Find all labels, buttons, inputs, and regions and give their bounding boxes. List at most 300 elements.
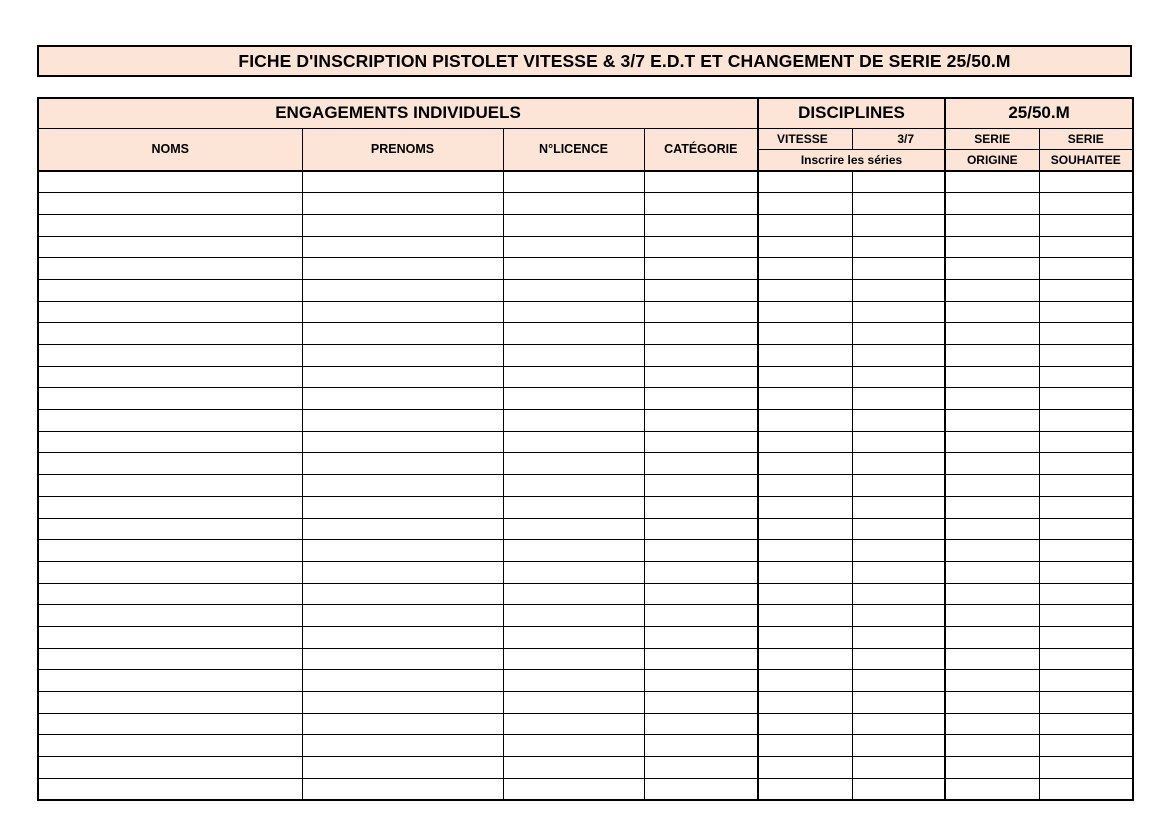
cell-categorie[interactable] [644, 757, 758, 779]
cell-licence[interactable] [503, 583, 644, 605]
cell-licence[interactable] [503, 605, 644, 627]
trois-sept-input[interactable] [853, 757, 945, 778]
nom-input[interactable] [39, 432, 302, 453]
cell-serie-origine[interactable] [945, 540, 1039, 562]
cell-serie-souhaitee[interactable] [1039, 735, 1133, 757]
trois-sept-input[interactable] [853, 410, 945, 431]
cell-nom[interactable] [38, 583, 302, 605]
cell-serie-origine[interactable] [945, 410, 1039, 432]
serie-souhaitee-input[interactable] [1040, 605, 1133, 626]
serie-souhaitee-input[interactable] [1040, 692, 1133, 713]
serie-origine-input[interactable] [946, 280, 1039, 301]
cell-vitesse[interactable] [758, 388, 852, 410]
cell-serie-souhaitee[interactable] [1039, 605, 1133, 627]
serie-souhaitee-input[interactable] [1040, 367, 1133, 388]
vitesse-input[interactable] [759, 605, 852, 626]
cell-serie-souhaitee[interactable] [1039, 757, 1133, 779]
cell-nom[interactable] [38, 301, 302, 323]
cell-serie-origine[interactable] [945, 670, 1039, 692]
licence-input[interactable] [504, 193, 644, 214]
cell-licence[interactable] [503, 323, 644, 345]
cell-prenom[interactable] [302, 410, 503, 432]
serie-souhaitee-input[interactable] [1040, 519, 1133, 540]
prenom-input[interactable] [303, 735, 503, 756]
cell-categorie[interactable] [644, 431, 758, 453]
serie-souhaitee-input[interactable] [1040, 475, 1133, 496]
serie-origine-input[interactable] [946, 605, 1039, 626]
prenom-input[interactable] [303, 388, 503, 409]
cell-serie-souhaitee[interactable] [1039, 388, 1133, 410]
cell-prenom[interactable] [302, 453, 503, 475]
vitesse-input[interactable] [759, 237, 852, 258]
categorie-input[interactable] [645, 453, 758, 474]
cell-nom[interactable] [38, 236, 302, 258]
cell-licence[interactable] [503, 366, 644, 388]
serie-souhaitee-input[interactable] [1040, 757, 1133, 778]
cell-serie-origine[interactable] [945, 518, 1039, 540]
cell-categorie[interactable] [644, 214, 758, 236]
trois-sept-input[interactable] [853, 302, 945, 323]
cell-prenom[interactable] [302, 323, 503, 345]
cell-trois-sept[interactable] [852, 735, 945, 757]
cell-categorie[interactable] [644, 778, 758, 800]
nom-input[interactable] [39, 757, 302, 778]
cell-licence[interactable] [503, 561, 644, 583]
cell-nom[interactable] [38, 605, 302, 627]
cell-categorie[interactable] [644, 648, 758, 670]
cell-trois-sept[interactable] [852, 626, 945, 648]
cell-vitesse[interactable] [758, 193, 852, 215]
trois-sept-input[interactable] [853, 735, 945, 756]
cell-categorie[interactable] [644, 735, 758, 757]
cell-nom[interactable] [38, 279, 302, 301]
cell-licence[interactable] [503, 670, 644, 692]
vitesse-input[interactable] [759, 627, 852, 648]
cell-nom[interactable] [38, 757, 302, 779]
cell-vitesse[interactable] [758, 236, 852, 258]
cell-prenom[interactable] [302, 258, 503, 280]
cell-vitesse[interactable] [758, 605, 852, 627]
nom-input[interactable] [39, 519, 302, 540]
categorie-input[interactable] [645, 280, 758, 301]
cell-vitesse[interactable] [758, 540, 852, 562]
categorie-input[interactable] [645, 432, 758, 453]
cell-trois-sept[interactable] [852, 345, 945, 367]
serie-origine-input[interactable] [946, 367, 1039, 388]
cell-licence[interactable] [503, 518, 644, 540]
cell-categorie[interactable] [644, 626, 758, 648]
cell-trois-sept[interactable] [852, 453, 945, 475]
nom-input[interactable] [39, 367, 302, 388]
serie-origine-input[interactable] [946, 453, 1039, 474]
cell-trois-sept[interactable] [852, 475, 945, 497]
cell-serie-souhaitee[interactable] [1039, 214, 1133, 236]
cell-nom[interactable] [38, 323, 302, 345]
nom-input[interactable] [39, 735, 302, 756]
licence-input[interactable] [504, 323, 644, 344]
serie-souhaitee-input[interactable] [1040, 453, 1133, 474]
cell-serie-souhaitee[interactable] [1039, 453, 1133, 475]
vitesse-input[interactable] [759, 562, 852, 583]
trois-sept-input[interactable] [853, 605, 945, 626]
trois-sept-input[interactable] [853, 258, 945, 279]
trois-sept-input[interactable] [853, 323, 945, 344]
cell-vitesse[interactable] [758, 518, 852, 540]
nom-input[interactable] [39, 562, 302, 583]
cell-nom[interactable] [38, 692, 302, 714]
prenom-input[interactable] [303, 475, 503, 496]
serie-souhaitee-input[interactable] [1040, 323, 1133, 344]
cell-serie-souhaitee[interactable] [1039, 345, 1133, 367]
cell-serie-origine[interactable] [945, 778, 1039, 800]
nom-input[interactable] [39, 237, 302, 258]
licence-input[interactable] [504, 432, 644, 453]
nom-input[interactable] [39, 627, 302, 648]
cell-nom[interactable] [38, 648, 302, 670]
trois-sept-input[interactable] [853, 345, 945, 366]
cell-vitesse[interactable] [758, 561, 852, 583]
cell-categorie[interactable] [644, 670, 758, 692]
cell-categorie[interactable] [644, 605, 758, 627]
categorie-input[interactable] [645, 215, 758, 236]
serie-origine-input[interactable] [946, 237, 1039, 258]
cell-serie-souhaitee[interactable] [1039, 778, 1133, 800]
serie-souhaitee-input[interactable] [1040, 670, 1133, 691]
serie-souhaitee-input[interactable] [1040, 584, 1133, 605]
cell-trois-sept[interactable] [852, 648, 945, 670]
cell-trois-sept[interactable] [852, 279, 945, 301]
cell-licence[interactable] [503, 279, 644, 301]
licence-input[interactable] [504, 670, 644, 691]
cell-licence[interactable] [503, 475, 644, 497]
nom-input[interactable] [39, 692, 302, 713]
cell-licence[interactable] [503, 193, 644, 215]
cell-vitesse[interactable] [758, 431, 852, 453]
cell-categorie[interactable] [644, 236, 758, 258]
vitesse-input[interactable] [759, 432, 852, 453]
nom-input[interactable] [39, 302, 302, 323]
vitesse-input[interactable] [759, 584, 852, 605]
cell-licence[interactable] [503, 236, 644, 258]
trois-sept-input[interactable] [853, 497, 945, 518]
cell-licence[interactable] [503, 540, 644, 562]
serie-origine-input[interactable] [946, 323, 1039, 344]
cell-categorie[interactable] [644, 410, 758, 432]
cell-prenom[interactable] [302, 345, 503, 367]
vitesse-input[interactable] [759, 302, 852, 323]
cell-nom[interactable] [38, 345, 302, 367]
licence-input[interactable] [504, 605, 644, 626]
cell-serie-souhaitee[interactable] [1039, 583, 1133, 605]
cell-nom[interactable] [38, 366, 302, 388]
cell-categorie[interactable] [644, 171, 758, 193]
cell-trois-sept[interactable] [852, 193, 945, 215]
cell-prenom[interactable] [302, 171, 503, 193]
cell-serie-souhaitee[interactable] [1039, 713, 1133, 735]
cell-serie-origine[interactable] [945, 279, 1039, 301]
vitesse-input[interactable] [759, 345, 852, 366]
cell-nom[interactable] [38, 453, 302, 475]
serie-souhaitee-input[interactable] [1040, 172, 1133, 192]
cell-nom[interactable] [38, 214, 302, 236]
prenom-input[interactable] [303, 649, 503, 670]
cell-serie-souhaitee[interactable] [1039, 236, 1133, 258]
cell-vitesse[interactable] [758, 670, 852, 692]
cell-serie-souhaitee[interactable] [1039, 323, 1133, 345]
cell-serie-origine[interactable] [945, 735, 1039, 757]
cell-serie-origine[interactable] [945, 258, 1039, 280]
cell-trois-sept[interactable] [852, 431, 945, 453]
cell-prenom[interactable] [302, 605, 503, 627]
prenom-input[interactable] [303, 453, 503, 474]
vitesse-input[interactable] [759, 367, 852, 388]
cell-vitesse[interactable] [758, 713, 852, 735]
serie-souhaitee-input[interactable] [1040, 649, 1133, 670]
cell-trois-sept[interactable] [852, 518, 945, 540]
cell-licence[interactable] [503, 214, 644, 236]
cell-categorie[interactable] [644, 366, 758, 388]
prenom-input[interactable] [303, 779, 503, 799]
licence-input[interactable] [504, 237, 644, 258]
cell-nom[interactable] [38, 258, 302, 280]
cell-nom[interactable] [38, 561, 302, 583]
vitesse-input[interactable] [759, 258, 852, 279]
licence-input[interactable] [504, 453, 644, 474]
prenom-input[interactable] [303, 497, 503, 518]
licence-input[interactable] [504, 410, 644, 431]
categorie-input[interactable] [645, 475, 758, 496]
licence-input[interactable] [504, 345, 644, 366]
serie-origine-input[interactable] [946, 627, 1039, 648]
cell-trois-sept[interactable] [852, 214, 945, 236]
vitesse-input[interactable] [759, 670, 852, 691]
categorie-input[interactable] [645, 670, 758, 691]
cell-trois-sept[interactable] [852, 757, 945, 779]
cell-nom[interactable] [38, 431, 302, 453]
nom-input[interactable] [39, 540, 302, 561]
cell-serie-souhaitee[interactable] [1039, 692, 1133, 714]
cell-vitesse[interactable] [758, 171, 852, 193]
serie-origine-input[interactable] [946, 584, 1039, 605]
serie-origine-input[interactable] [946, 410, 1039, 431]
licence-input[interactable] [504, 692, 644, 713]
prenom-input[interactable] [303, 280, 503, 301]
vitesse-input[interactable] [759, 779, 852, 799]
nom-input[interactable] [39, 649, 302, 670]
cell-trois-sept[interactable] [852, 583, 945, 605]
cell-serie-souhaitee[interactable] [1039, 518, 1133, 540]
nom-input[interactable] [39, 410, 302, 431]
cell-licence[interactable] [503, 453, 644, 475]
cell-prenom[interactable] [302, 778, 503, 800]
cell-vitesse[interactable] [758, 366, 852, 388]
cell-serie-souhaitee[interactable] [1039, 193, 1133, 215]
categorie-input[interactable] [645, 714, 758, 735]
cell-trois-sept[interactable] [852, 258, 945, 280]
cell-vitesse[interactable] [758, 648, 852, 670]
cell-serie-souhaitee[interactable] [1039, 431, 1133, 453]
cell-serie-souhaitee[interactable] [1039, 626, 1133, 648]
cell-serie-origine[interactable] [945, 214, 1039, 236]
cell-trois-sept[interactable] [852, 236, 945, 258]
licence-input[interactable] [504, 627, 644, 648]
trois-sept-input[interactable] [853, 172, 945, 192]
cell-nom[interactable] [38, 193, 302, 215]
prenom-input[interactable] [303, 172, 503, 192]
serie-origine-input[interactable] [946, 258, 1039, 279]
categorie-input[interactable] [645, 519, 758, 540]
vitesse-input[interactable] [759, 497, 852, 518]
cell-categorie[interactable] [644, 540, 758, 562]
cell-prenom[interactable] [302, 626, 503, 648]
cell-categorie[interactable] [644, 475, 758, 497]
serie-souhaitee-input[interactable] [1040, 237, 1133, 258]
cell-prenom[interactable] [302, 735, 503, 757]
trois-sept-input[interactable] [853, 432, 945, 453]
trois-sept-input[interactable] [853, 714, 945, 735]
cell-categorie[interactable] [644, 323, 758, 345]
categorie-input[interactable] [645, 757, 758, 778]
cell-vitesse[interactable] [758, 626, 852, 648]
categorie-input[interactable] [645, 627, 758, 648]
serie-origine-input[interactable] [946, 475, 1039, 496]
serie-origine-input[interactable] [946, 649, 1039, 670]
trois-sept-input[interactable] [853, 215, 945, 236]
cell-serie-origine[interactable] [945, 626, 1039, 648]
vitesse-input[interactable] [759, 475, 852, 496]
cell-nom[interactable] [38, 410, 302, 432]
cell-prenom[interactable] [302, 496, 503, 518]
licence-input[interactable] [504, 215, 644, 236]
cell-serie-origine[interactable] [945, 692, 1039, 714]
nom-input[interactable] [39, 779, 302, 799]
trois-sept-input[interactable] [853, 692, 945, 713]
serie-origine-input[interactable] [946, 735, 1039, 756]
cell-vitesse[interactable] [758, 258, 852, 280]
licence-input[interactable] [504, 649, 644, 670]
cell-trois-sept[interactable] [852, 540, 945, 562]
cell-nom[interactable] [38, 778, 302, 800]
prenom-input[interactable] [303, 237, 503, 258]
cell-vitesse[interactable] [758, 345, 852, 367]
prenom-input[interactable] [303, 345, 503, 366]
nom-input[interactable] [39, 497, 302, 518]
cell-licence[interactable] [503, 410, 644, 432]
serie-origine-input[interactable] [946, 172, 1039, 192]
serie-origine-input[interactable] [946, 193, 1039, 214]
cell-prenom[interactable] [302, 540, 503, 562]
trois-sept-input[interactable] [853, 779, 945, 799]
prenom-input[interactable] [303, 323, 503, 344]
cell-nom[interactable] [38, 626, 302, 648]
licence-input[interactable] [504, 497, 644, 518]
cell-trois-sept[interactable] [852, 366, 945, 388]
cell-prenom[interactable] [302, 193, 503, 215]
prenom-input[interactable] [303, 670, 503, 691]
cell-prenom[interactable] [302, 670, 503, 692]
prenom-input[interactable] [303, 410, 503, 431]
cell-serie-origine[interactable] [945, 345, 1039, 367]
cell-licence[interactable] [503, 345, 644, 367]
cell-serie-souhaitee[interactable] [1039, 648, 1133, 670]
licence-input[interactable] [504, 388, 644, 409]
serie-origine-input[interactable] [946, 388, 1039, 409]
cell-nom[interactable] [38, 496, 302, 518]
licence-input[interactable] [504, 519, 644, 540]
trois-sept-input[interactable] [853, 453, 945, 474]
categorie-input[interactable] [645, 367, 758, 388]
cell-vitesse[interactable] [758, 323, 852, 345]
categorie-input[interactable] [645, 692, 758, 713]
trois-sept-input[interactable] [853, 193, 945, 214]
nom-input[interactable] [39, 258, 302, 279]
licence-input[interactable] [504, 302, 644, 323]
vitesse-input[interactable] [759, 714, 852, 735]
cell-nom[interactable] [38, 171, 302, 193]
nom-input[interactable] [39, 323, 302, 344]
cell-serie-origine[interactable] [945, 236, 1039, 258]
prenom-input[interactable] [303, 432, 503, 453]
licence-input[interactable] [504, 280, 644, 301]
cell-vitesse[interactable] [758, 214, 852, 236]
categorie-input[interactable] [645, 584, 758, 605]
trois-sept-input[interactable] [853, 562, 945, 583]
categorie-input[interactable] [645, 193, 758, 214]
cell-categorie[interactable] [644, 496, 758, 518]
cell-categorie[interactable] [644, 561, 758, 583]
cell-licence[interactable] [503, 648, 644, 670]
prenom-input[interactable] [303, 193, 503, 214]
categorie-input[interactable] [645, 649, 758, 670]
categorie-input[interactable] [645, 497, 758, 518]
cell-trois-sept[interactable] [852, 388, 945, 410]
categorie-input[interactable] [645, 345, 758, 366]
serie-origine-input[interactable] [946, 345, 1039, 366]
categorie-input[interactable] [645, 237, 758, 258]
cell-vitesse[interactable] [758, 778, 852, 800]
cell-categorie[interactable] [644, 583, 758, 605]
cell-trois-sept[interactable] [852, 605, 945, 627]
cell-serie-souhaitee[interactable] [1039, 171, 1133, 193]
categorie-input[interactable] [645, 323, 758, 344]
cell-vitesse[interactable] [758, 735, 852, 757]
cell-prenom[interactable] [302, 236, 503, 258]
cell-serie-souhaitee[interactable] [1039, 496, 1133, 518]
serie-souhaitee-input[interactable] [1040, 714, 1133, 735]
cell-serie-origine[interactable] [945, 388, 1039, 410]
vitesse-input[interactable] [759, 215, 852, 236]
serie-origine-input[interactable] [946, 757, 1039, 778]
serie-souhaitee-input[interactable] [1040, 497, 1133, 518]
prenom-input[interactable] [303, 258, 503, 279]
cell-serie-origine[interactable] [945, 171, 1039, 193]
cell-vitesse[interactable] [758, 301, 852, 323]
nom-input[interactable] [39, 605, 302, 626]
cell-nom[interactable] [38, 713, 302, 735]
cell-serie-souhaitee[interactable] [1039, 561, 1133, 583]
nom-input[interactable] [39, 280, 302, 301]
serie-souhaitee-input[interactable] [1040, 627, 1133, 648]
licence-input[interactable] [504, 367, 644, 388]
cell-categorie[interactable] [644, 301, 758, 323]
cell-serie-souhaitee[interactable] [1039, 670, 1133, 692]
categorie-input[interactable] [645, 562, 758, 583]
categorie-input[interactable] [645, 258, 758, 279]
cell-vitesse[interactable] [758, 475, 852, 497]
cell-serie-souhaitee[interactable] [1039, 410, 1133, 432]
serie-origine-input[interactable] [946, 215, 1039, 236]
vitesse-input[interactable] [759, 757, 852, 778]
